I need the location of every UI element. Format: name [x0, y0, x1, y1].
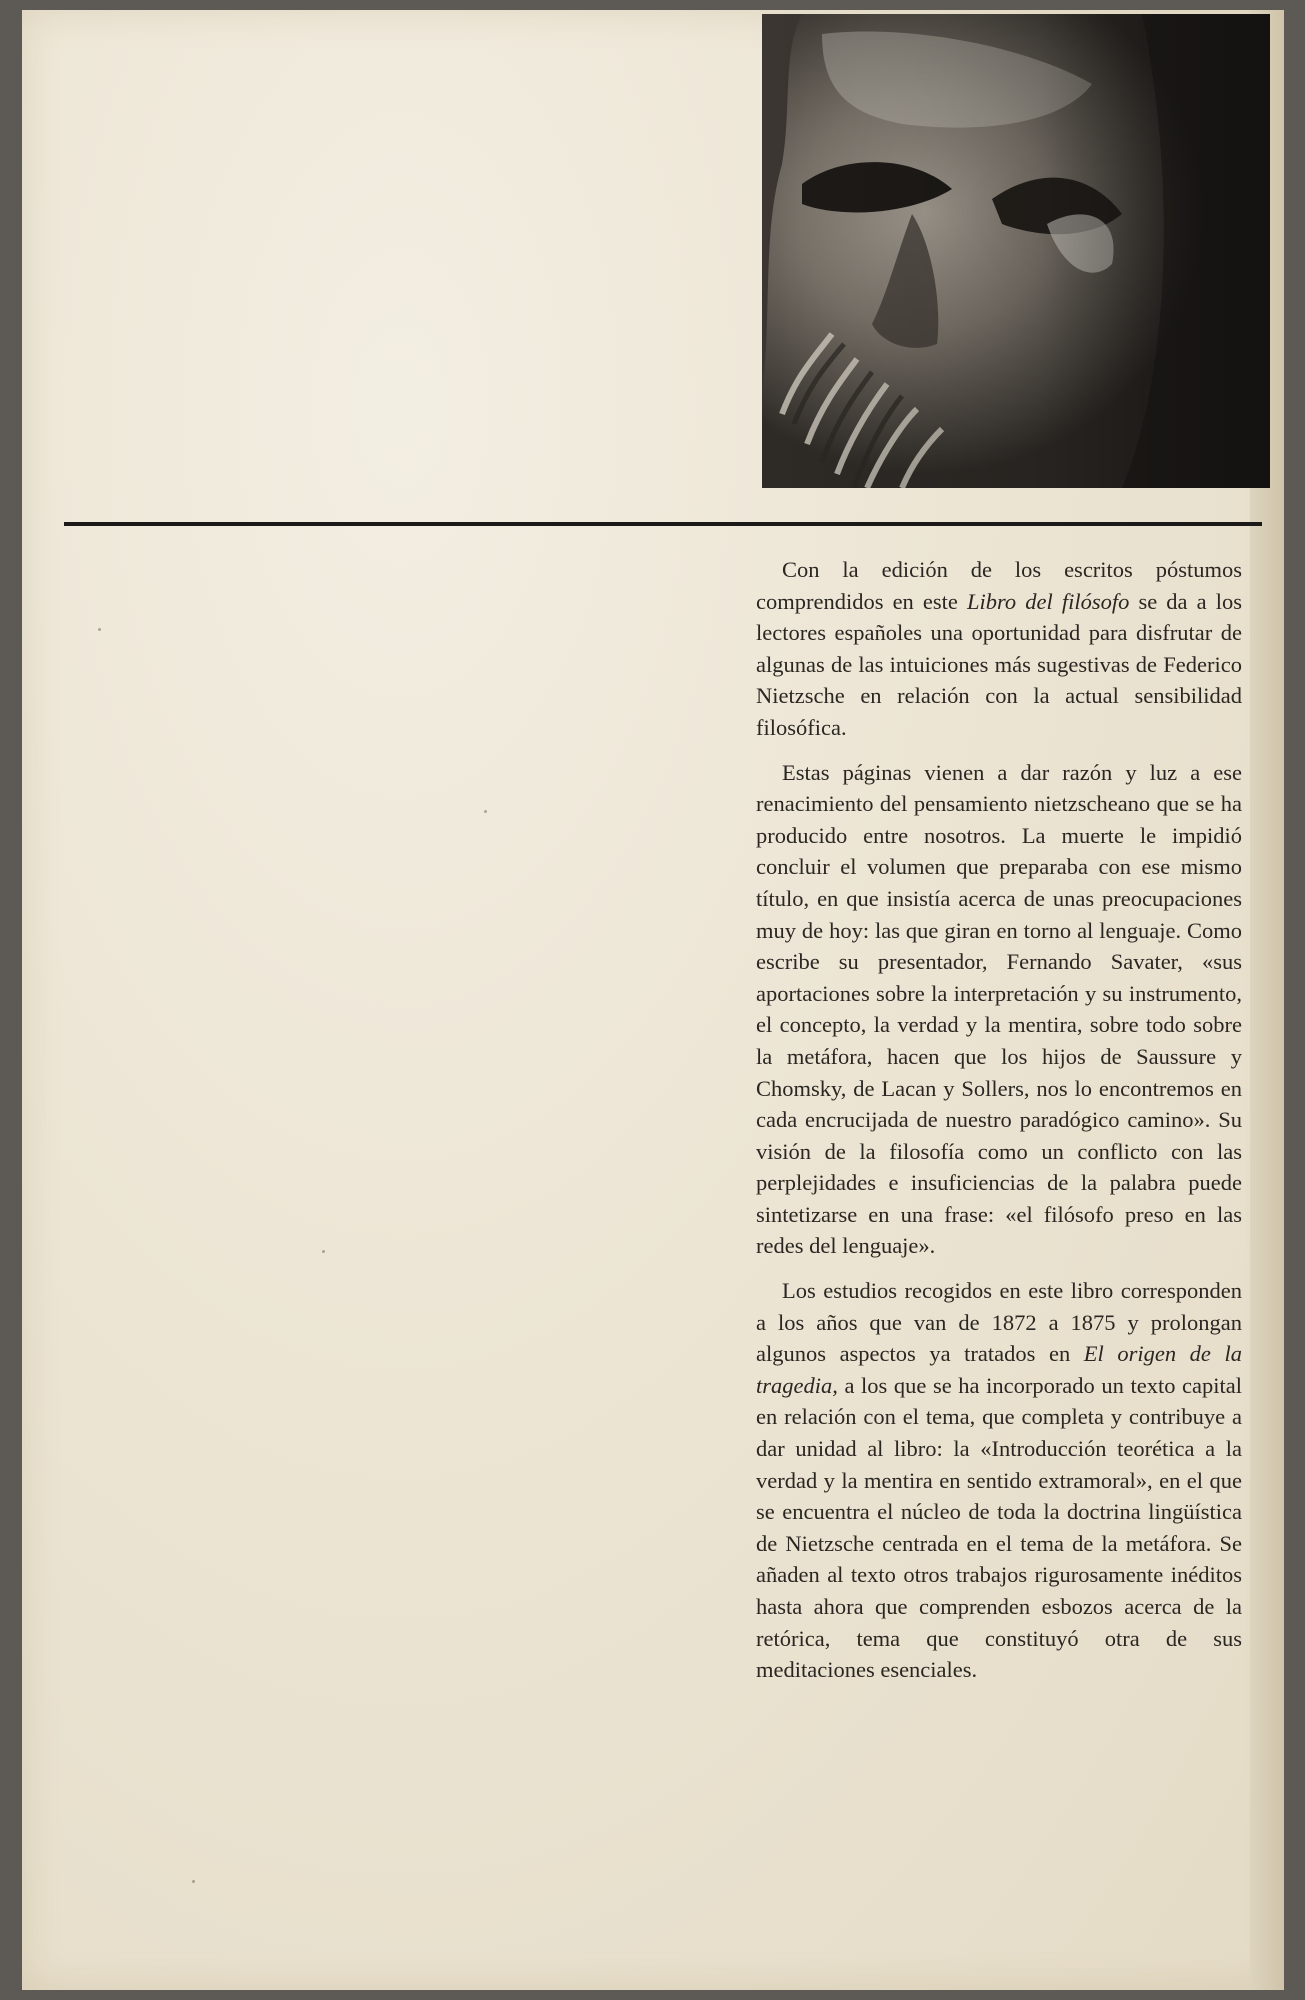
blurb-paragraph-3: [756, 1275, 1242, 1686]
blurb-p3-text-b: a los que se ha incorporado un texto capital en relación con el tema, que completa y contribuye a dar unidad al libro: la «Introducción teorética a la verdad y la mentira en sentido extramoral», en el que se encuentra el núcleo de toda la doctrina lingüística de Nietzsche centrada en el tema de la metáfora. Se añaden al texto otros trabajos rigurosamente inéditos hasta ahora que comprenden esbozos acerca de la retórica, tema que constituyó otra de sus meditaciones esenciales.: [756, 1372, 1242, 1683]
paper-speck: [322, 1250, 325, 1253]
blurb-paragraph-2: Estas páginas vienen a dar razón y luz a ese renacimiento del pensamiento nietzscheano que se ha producido entre nosotros. La muerte le impidió concluir el volumen que preparaba con ese mismo título, en que insistía acerca de unas preocupaciones muy de hoy: las que giran en torno al lenguaje. Como escribe su presentador, Fernando Savater, «sus aportaciones sobre la interpretación y su instrumento, el concepto, la verdad y la mentira, sobre todo sobre la metáfora, hacen que los hijos de Saussure y Chomsky, de Lacan y Sollers, nos lo encontremos en cada encrucijada de nuestro paradógico camino». Su visión de la filosofía como un conflicto con las perplejidades e insuficiencias de la palabra puede sintetizarse en una frase: «el filósofo preso en las redes del lenguaje».: [756, 759, 1242, 1259]
blurb-p1-text-b: se da a los lectores españoles una oportunidad para disfrutar de algunas de las intuiciones más sugestivas de Federico Nietzsche en relación con la actual sensibilidad filosófica.: [756, 588, 1242, 740]
paper-speck: [192, 1880, 195, 1883]
blurb-p3-text-a: Los estudios recogidos en este libro corresponden a los años que van de 1872 a 1875 y prolongan algunos aspectos ya tratados en: [756, 1278, 1242, 1367]
blurb-paragraph-1: [756, 554, 1242, 744]
book-title-italic: Libro del filósofo: [966, 588, 1130, 614]
horizontal-rule: [64, 522, 1262, 526]
back-cover-blurb: [756, 554, 1242, 1699]
book-back-cover: [22, 10, 1284, 1990]
paper-speck: [98, 628, 101, 631]
portrait-image: [762, 14, 1270, 488]
blurb-p1-text-a: Con la edición de los escritos póstumos comprendidos en este: [756, 557, 1242, 614]
paper-speck: [484, 810, 487, 813]
author-portrait-photo: [762, 14, 1270, 488]
referenced-title-italic: El origen de la tragedia,: [756, 1341, 1242, 1398]
